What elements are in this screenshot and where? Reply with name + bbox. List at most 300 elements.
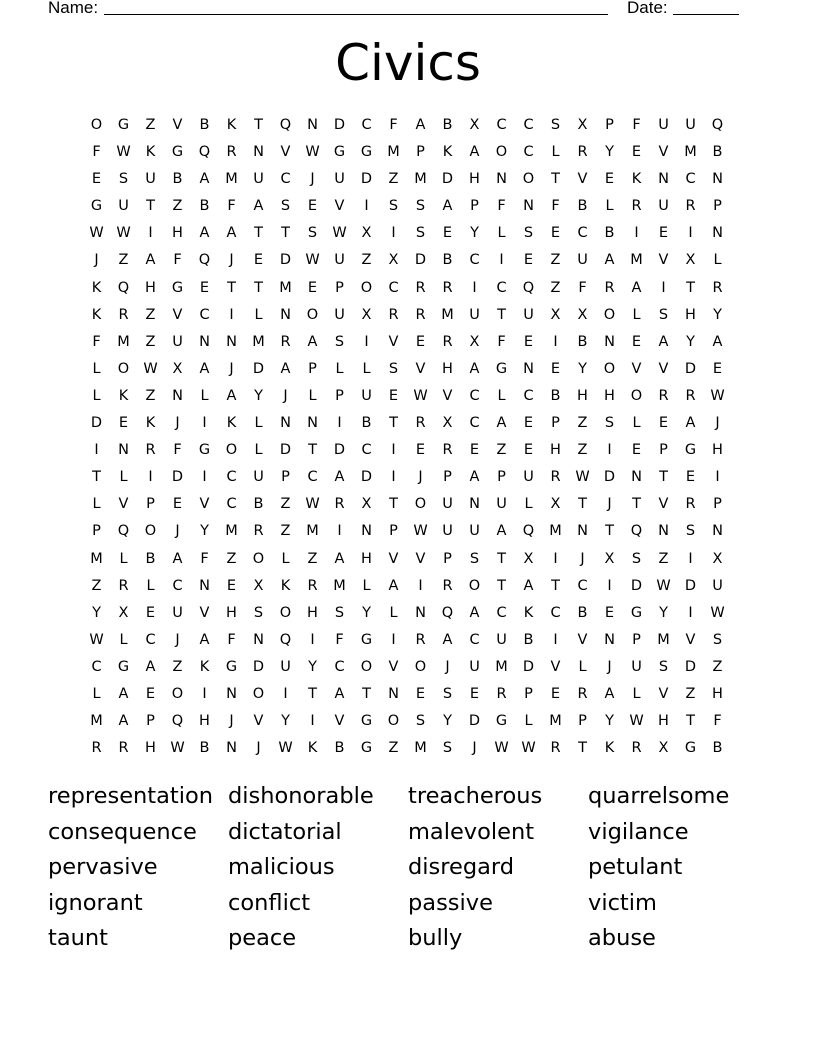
grid-letter: Q [630, 523, 643, 540]
grid-letter: E [253, 252, 264, 269]
grid-letter: Z [145, 387, 156, 404]
grid-letter: V [577, 171, 588, 188]
grid-letter: H [550, 442, 561, 459]
grid-letter: W [710, 387, 725, 404]
grid-letter: S [118, 171, 129, 188]
grid-letter: L [200, 387, 209, 404]
grid-letter: S [469, 550, 480, 567]
grid-letter: A [496, 523, 507, 540]
grid-letter: I [283, 685, 288, 702]
grid-letter: N [226, 740, 237, 757]
grid-letter: L [632, 306, 641, 323]
grid-letter: N [280, 415, 291, 432]
grid-letter: L [146, 577, 155, 594]
grid-letter: E [415, 442, 426, 459]
grid-letter: P [524, 685, 533, 702]
grid-letter: P [713, 198, 722, 215]
grid-letter: N [658, 523, 669, 540]
grid-letter: E [199, 279, 210, 296]
grid-letter: D [171, 469, 184, 486]
grid-letter: O [144, 523, 157, 540]
grid-letter: C [280, 171, 291, 188]
grid-letter: U [253, 469, 264, 486]
grid-letter: H [712, 685, 723, 702]
grid-letter: T [686, 713, 695, 730]
grid-letter: I [391, 469, 396, 486]
grid-letter: I [553, 550, 558, 567]
grid-letter: J [283, 387, 288, 404]
grid-letter: U [523, 306, 534, 323]
date-field-line[interactable] [673, 14, 739, 15]
grid-letter: A [469, 144, 480, 161]
grid-letter: T [497, 306, 506, 323]
grid-letter: H [172, 225, 183, 242]
grid-letter: H [469, 171, 480, 188]
grid-letter: U [442, 523, 453, 540]
header [48, 0, 748, 20]
grid-letter: H [145, 279, 156, 296]
word-bank-item: malevolent [408, 818, 535, 845]
grid-letter: F [92, 144, 101, 161]
grid-letter: D [90, 415, 103, 432]
grid-letter: P [146, 713, 155, 730]
grid-letter: J [229, 252, 234, 269]
grid-letter: R [226, 144, 237, 161]
grid-letter: T [389, 415, 398, 432]
grid-letter: M [306, 523, 319, 540]
grid-letter: U [469, 523, 480, 540]
grid-letter: C [523, 144, 534, 161]
grid-letter: G [360, 740, 373, 757]
grid-letter: R [685, 198, 696, 215]
grid-letter: G [630, 604, 643, 621]
grid-letter: O [414, 496, 427, 513]
grid-letter: C [469, 387, 480, 404]
grid-letter: R [685, 387, 696, 404]
grid-letter: R [496, 685, 507, 702]
grid-letter: O [360, 279, 373, 296]
grid-letter: P [416, 144, 425, 161]
grid-letter: N [253, 144, 264, 161]
grid-letter: X [469, 333, 480, 350]
grid-letter: N [415, 604, 426, 621]
grid-letter: E [469, 442, 480, 459]
grid-letter: G [495, 360, 508, 377]
grid-letter: H [226, 604, 237, 621]
grid-letter: D [630, 577, 643, 594]
grid-letter: A [712, 333, 723, 350]
grid-letter: N [604, 631, 615, 648]
grid-letter: N [118, 442, 129, 459]
grid-letter: R [442, 279, 453, 296]
grid-letter: U [631, 658, 642, 675]
grid-letter: X [577, 306, 588, 323]
grid-letter: Z [280, 496, 291, 513]
grid-letter: Z [388, 171, 399, 188]
grid-letter: E [388, 387, 399, 404]
grid-letter: C [577, 225, 588, 242]
grid-letter: I [607, 577, 612, 594]
grid-letter: I [337, 523, 342, 540]
grid-letter: A [199, 631, 210, 648]
grid-letter: A [469, 360, 480, 377]
grid-letter: U [442, 496, 453, 513]
grid-letter: K [226, 117, 237, 133]
grid-letter: M [90, 550, 103, 567]
grid-letter: R [118, 577, 129, 594]
grid-letter: L [92, 496, 101, 513]
grid-letter: V [388, 333, 399, 350]
grid-letter: U [685, 117, 696, 133]
grid-letter: B [442, 117, 453, 133]
grid-letter: Y [200, 523, 209, 540]
grid-letter: U [712, 577, 723, 594]
grid-letter: Y [281, 713, 290, 730]
grid-letter: K [145, 415, 156, 432]
grid-letter: P [605, 117, 614, 133]
grid-letter: W [89, 631, 104, 648]
grid-letter: P [713, 496, 722, 513]
grid-letter: R [442, 333, 453, 350]
grid-letter: P [335, 387, 344, 404]
grid-letter: A [415, 117, 426, 133]
grid-letter: L [254, 306, 263, 323]
grid-letter: N [712, 523, 723, 540]
word-bank-item: treacherous [408, 783, 543, 809]
grid-letter: C [523, 117, 534, 133]
grid-letter: L [497, 225, 506, 242]
grid-letter: E [442, 225, 453, 242]
grid-letter: O [252, 550, 265, 567]
grid-letter: C [388, 279, 399, 296]
grid-letter: B [172, 171, 183, 188]
grid-letter: R [442, 442, 453, 459]
grid-letter: E [172, 496, 183, 513]
grid-letter: Y [92, 604, 101, 621]
word-bank-item: pervasive [48, 854, 158, 881]
grid-letter: H [307, 604, 318, 621]
grid-letter: P [632, 631, 641, 648]
grid-letter: A [118, 713, 129, 730]
grid-letter: N [199, 577, 210, 594]
word-bank-item: ignorant [48, 889, 143, 916]
grid-letter: C [361, 442, 372, 459]
grid-letter: X [172, 360, 183, 377]
grid-letter: A [199, 225, 210, 242]
grid-letter: O [414, 658, 427, 675]
grid-letter: A [118, 685, 129, 702]
grid-letter: O [468, 577, 481, 594]
grid-letter: I [688, 225, 693, 242]
grid-letter: S [388, 198, 399, 215]
grid-letter: N [253, 631, 264, 648]
grid-letter: Q [117, 279, 130, 296]
grid-letter: W [116, 225, 131, 242]
grid-letter: A [523, 577, 534, 594]
grid-letter: F [497, 333, 506, 350]
grid-letter: P [551, 415, 560, 432]
grid-letter: T [578, 740, 587, 757]
grid-letter: G [225, 658, 238, 675]
grid-letter: F [173, 442, 182, 459]
grid-letter: N [604, 333, 615, 350]
grid-letter: J [229, 360, 234, 377]
grid-letter: B [712, 740, 723, 757]
grid-letter: A [334, 550, 345, 567]
grid-letter: S [523, 225, 534, 242]
grid-letter: S [604, 415, 615, 432]
grid-letter: Y [254, 387, 263, 404]
grid-letter: B [577, 198, 588, 215]
grid-letter: I [391, 442, 396, 459]
grid-letter: K [91, 279, 102, 296]
grid-letter: F [335, 631, 344, 648]
grid-letter: J [175, 415, 180, 432]
grid-letter: L [92, 685, 101, 702]
grid-letter: N [712, 171, 723, 188]
word-bank-item: malicious [228, 854, 335, 881]
grid-letter: R [631, 740, 642, 757]
grid-letter: L [713, 252, 722, 269]
grid-letter: B [253, 496, 264, 513]
grid-letter: E [415, 685, 426, 702]
grid-letter: G [360, 631, 373, 648]
grid-letter: M [117, 333, 130, 350]
grid-letter: R [118, 740, 129, 757]
grid-letter: C [523, 387, 534, 404]
grid-letter: V [118, 496, 129, 513]
grid-letter: M [225, 523, 238, 540]
grid-letter: C [199, 306, 210, 323]
grid-letter: Y [362, 604, 371, 621]
grid-letter: N [388, 685, 399, 702]
grid-letter: H [442, 360, 453, 377]
grid-letter: C [469, 415, 480, 432]
grid-letter: T [362, 685, 371, 702]
grid-letter: O [630, 387, 643, 404]
grid-letter: T [578, 496, 587, 513]
grid-letter: P [578, 713, 587, 730]
grid-letter: G [117, 658, 130, 675]
grid-letter: I [391, 631, 396, 648]
grid-letter: C [496, 279, 507, 296]
grid-letter: O [360, 658, 373, 675]
grid-letter: C [91, 658, 102, 675]
grid-letter: M [414, 740, 427, 757]
word-bank-item: dictatorial [228, 818, 342, 845]
grid-letter: Y [659, 604, 668, 621]
grid-letter: B [334, 740, 345, 757]
grid-letter: X [388, 252, 399, 269]
grid-letter: A [469, 469, 480, 486]
grid-letter: G [360, 144, 373, 161]
grid-letter: T [254, 279, 263, 296]
grid-letter: O [171, 685, 184, 702]
grid-letter: I [607, 442, 612, 459]
grid-letter: V [334, 713, 345, 730]
grid-letter: X [442, 415, 453, 432]
grid-letter: V [658, 252, 669, 269]
grid-letter: B [523, 631, 534, 648]
grid-letter: V [415, 360, 426, 377]
grid-letter: Y [713, 306, 722, 323]
grid-letter: N [577, 523, 588, 540]
grid-letter: E [658, 225, 669, 242]
grid-letter: A [442, 631, 453, 648]
grid-letter: L [281, 550, 290, 567]
grid-letter: K [280, 577, 291, 594]
grid-letter: F [713, 713, 722, 730]
grid-letter: P [308, 360, 317, 377]
grid-letter: F [389, 117, 398, 133]
grid-letter: C [469, 631, 480, 648]
grid-letter: A [604, 252, 615, 269]
grid-letter: K [523, 604, 534, 621]
grid-letter: A [388, 577, 399, 594]
grid-letter: L [605, 198, 614, 215]
grid-letter: I [310, 713, 315, 730]
grid-letter: V [658, 144, 669, 161]
grid-letter: S [685, 523, 696, 540]
grid-letter: Z [226, 550, 237, 567]
grid-letter: D [279, 252, 292, 269]
word-bank-item: dishonorable [228, 783, 374, 809]
grid-letter: R [118, 306, 129, 323]
grid-letter: Q [522, 523, 535, 540]
grid-letter: H [712, 442, 723, 459]
grid-letter: N [226, 333, 237, 350]
grid-letter: C [145, 631, 156, 648]
grid-letter: S [253, 604, 264, 621]
grid-letter: M [549, 713, 562, 730]
grid-letter: M [657, 631, 670, 648]
grid-letter: R [604, 279, 615, 296]
grid-letter: N [307, 415, 318, 432]
grid-letter: N [631, 469, 642, 486]
grid-letter: Z [685, 685, 696, 702]
grid-letter: R [307, 577, 318, 594]
grid-letter: J [607, 496, 612, 513]
grid-letter: Y [605, 144, 614, 161]
grid-letter: T [497, 550, 506, 567]
grid-letter: X [361, 306, 372, 323]
grid-letter: K [91, 306, 102, 323]
grid-letter: V [172, 117, 183, 133]
grid-letter: L [362, 360, 371, 377]
grid-letter: M [225, 171, 238, 188]
word-bank-item: victim [588, 889, 657, 916]
grid-letter: W [116, 144, 131, 161]
grid-letter: V [658, 360, 669, 377]
grid-letter: T [632, 496, 641, 513]
letter-grid [83, 114, 731, 764]
grid-letter: S [631, 550, 642, 567]
grid-letter: X [118, 604, 129, 621]
grid-letter: M [333, 577, 346, 594]
grid-letter: I [310, 631, 315, 648]
name-label: Name: [48, 0, 99, 17]
name-field-line[interactable] [104, 14, 608, 15]
grid-letter: X [550, 496, 561, 513]
grid-letter: F [92, 333, 101, 350]
grid-letter: J [310, 171, 315, 188]
grid-letter: X [712, 550, 723, 567]
grid-letter: Z [307, 550, 318, 567]
grid-letter: C [172, 577, 183, 594]
grid-letter: P [146, 496, 155, 513]
grid-letter: G [333, 144, 346, 161]
word-bank-item: consequence [48, 818, 197, 845]
grid-letter: W [305, 496, 320, 513]
grid-letter: O [225, 442, 238, 459]
grid-letter: Y [443, 713, 452, 730]
grid-letter: S [334, 604, 345, 621]
grid-letter: L [632, 415, 641, 432]
grid-letter: S [415, 225, 426, 242]
grid-letter: O [90, 117, 103, 133]
grid-letter: E [685, 469, 696, 486]
grid-letter: U [496, 496, 507, 513]
grid-letter: M [495, 658, 508, 675]
grid-letter: H [685, 306, 696, 323]
grid-letter: L [389, 604, 398, 621]
grid-letter: T [659, 469, 668, 486]
grid-letter: O [603, 306, 616, 323]
grid-letter: V [550, 658, 561, 675]
grid-letter: H [604, 387, 615, 404]
grid-letter: H [145, 740, 156, 757]
grid-letter: R [577, 685, 588, 702]
grid-letter: U [469, 658, 480, 675]
grid-letter: E [550, 360, 561, 377]
grid-letter: L [524, 713, 533, 730]
grid-letter: I [148, 469, 153, 486]
grid-letter: A [658, 333, 669, 350]
grid-letter: J [256, 740, 261, 757]
grid-letter: R [334, 496, 345, 513]
grid-letter: D [468, 713, 481, 730]
grid-letter: V [577, 631, 588, 648]
grid-letter: D [252, 658, 265, 675]
grid-letter: Y [605, 713, 614, 730]
grid-letter: B [145, 550, 156, 567]
grid-letter: O [495, 144, 508, 161]
word-bank-item: abuse [588, 925, 656, 952]
grid-letter: C [226, 496, 237, 513]
grid-letter: P [659, 442, 668, 459]
grid-letter: Q [117, 523, 130, 540]
grid-letter: X [685, 252, 696, 269]
grid-letter: W [521, 740, 536, 757]
grid-letter: T [146, 198, 155, 215]
grid-letter: S [415, 713, 426, 730]
grid-letter: A [442, 198, 453, 215]
grid-letter: A [145, 252, 156, 269]
grid-letter: E [523, 333, 534, 350]
grid-letter: E [469, 685, 480, 702]
grid-letter: W [278, 740, 293, 757]
grid-letter: E [523, 252, 534, 269]
grid-letter: Z [91, 577, 102, 594]
grid-letter: X [604, 550, 615, 567]
grid-letter: A [253, 198, 264, 215]
grid-letter: I [337, 415, 342, 432]
grid-letter: O [522, 171, 535, 188]
grid-letter: S [658, 658, 669, 675]
grid-letter: W [413, 387, 428, 404]
grid-letter: H [658, 713, 669, 730]
grid-letter: I [202, 685, 207, 702]
